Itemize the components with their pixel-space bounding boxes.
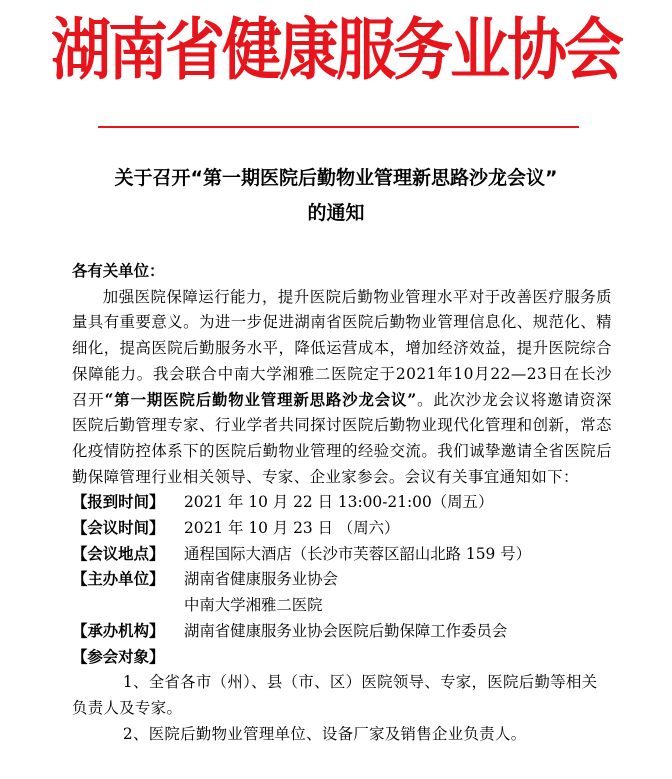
intro-paragraph xyxy=(72,285,612,491)
notice-body xyxy=(72,259,612,747)
detail-value: 2021 年 10 月 23 日 （周六） xyxy=(184,519,400,538)
attendees-label: 【参会对象】 xyxy=(72,647,165,666)
detail-label: 【主办单位】 xyxy=(72,570,165,589)
detail-row-host xyxy=(72,567,612,593)
detail-value: 湖南省健康服务业协会 xyxy=(184,570,338,589)
detail-row-meeting-time xyxy=(72,516,612,542)
detail-label: 【报到时间】 xyxy=(72,493,165,512)
attendee-item: 1、全省各市（州）、县（市、区）医院领导、专家，医院后勤等相关负责人及专家。 xyxy=(72,673,598,717)
detail-row-venue xyxy=(72,542,612,568)
detail-value: 2021 年 10 月 22 日 13:00-21:00（周五） xyxy=(184,493,494,512)
intro-text-cont: 。此次沙龙会议将邀请资深医院后勤管理专家、行业学者共同探讨医院后勤物业现代化管理和创新，常态化疫情防控体系下的医院后勤物业管理的经验交流。我们诚挚邀请全省医院后勤保障管理行业相关领导、专家、企业家参会。会议有关事宜通知如下： xyxy=(72,390,612,486)
header-divider xyxy=(98,126,579,128)
detail-label: 【会议时间】 xyxy=(72,519,165,538)
detail-row-organizer xyxy=(72,619,612,645)
detail-row-checkin xyxy=(72,490,612,516)
attendee-item: 2、医院后勤物业管理单位、设备厂家及销售企业负责人。 xyxy=(122,724,527,743)
detail-value: 通程国际大酒店（长沙市芙蓉区韶山北路 159 号） xyxy=(184,544,531,563)
notice-title-line2: 的通知 xyxy=(307,202,365,224)
detail-label: 【会议地点】 xyxy=(72,544,165,563)
detail-label: 【承办机构】 xyxy=(72,621,165,640)
detail-value: 湖南省健康服务业协会医院后勤保障工作委员会 xyxy=(184,621,508,640)
meeting-name: “第一期医院后勤物业管理新思路沙龙会议” xyxy=(104,390,417,409)
intro-text: 加强医院保障运行能力，提升医院后勤物业管理水平对于改善医疗服务质量具有重要意义。为进一步促进湖南省医院后勤物业管理信息化、规范化、精细化，提高医院后勤服务水平，降低运营成本，增加经济效益，提升医院综合保障能力。我会联合中南大学湘雅二医院定于2021年10月22—23日在长沙召开 xyxy=(72,287,612,409)
salutation: 各有关单位： xyxy=(72,262,165,280)
org-name-header: 湖南省健康服务业协会 xyxy=(51,11,621,91)
host-second: 中南大学湘雅二医院 xyxy=(184,596,323,615)
notice-title: 关于召开“第一期医院后勤物业管理新思路沙龙会议” xyxy=(114,167,558,189)
